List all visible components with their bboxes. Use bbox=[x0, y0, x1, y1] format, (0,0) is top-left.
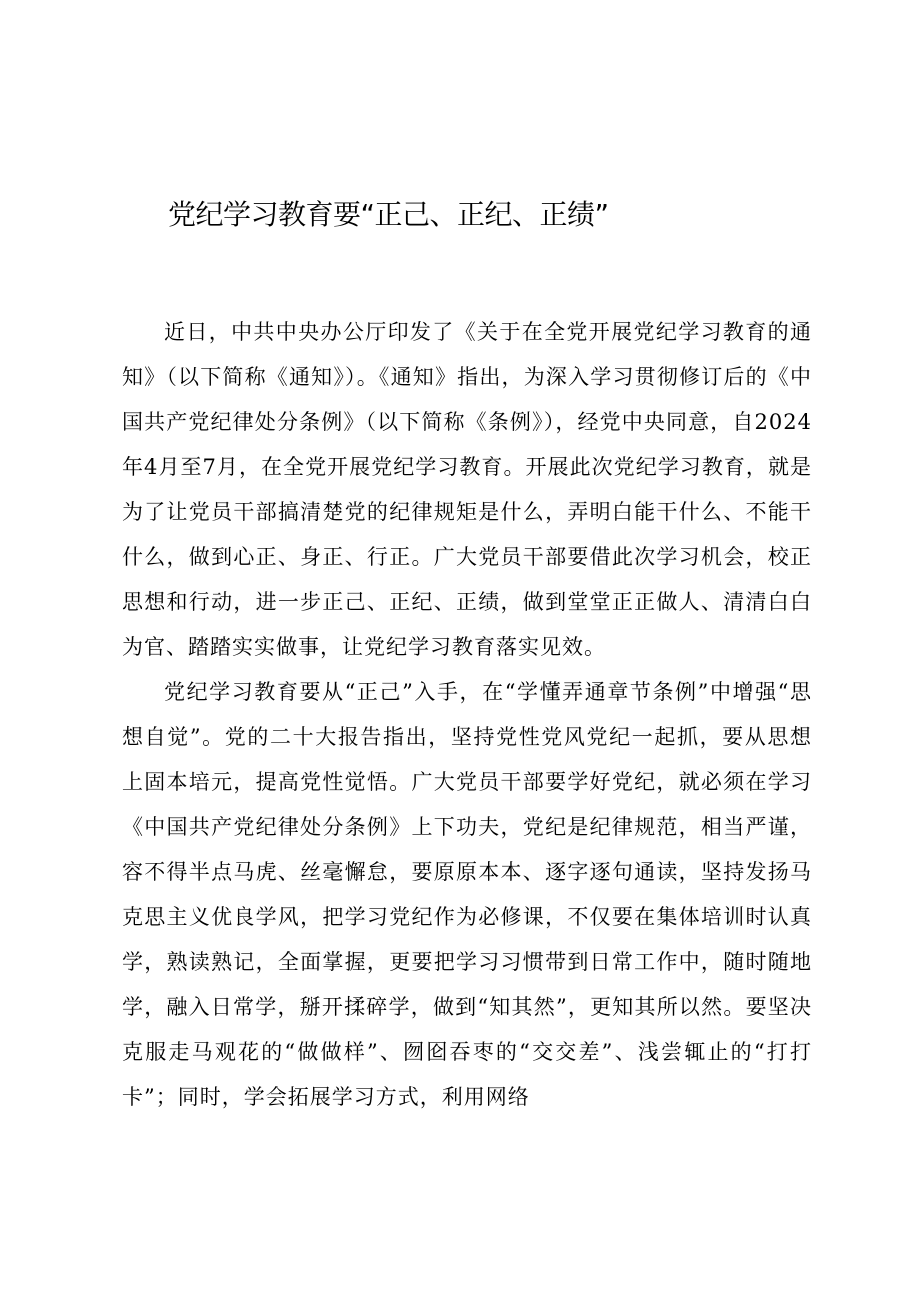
paragraph-2: 党纪学习教育要从“正己”入手，在“学懂弄通章节条例”中增强“思想自觉”。党的二十大报告指出，坚持党性党风党纪一起抓，要从思想上固本培元，提高党性觉悟。广大党员干部要学好党纪，就必须在学习《中国共产党纪律处分条例》上下功夫，党纪是纪律规范，相当严谨，容不得半点马虎、丝毫懈怠，要原原本本、逐字逐句通读，坚持发扬马克思主义优良学风，把学习党纪作为必修课，不仅要在集体培训时认真学，熟读熟记，全面掌握，更要把学习习惯带到日常工作中，随时随地学，融入日常学，掰开揉碎学，做到“知其然”，更知其所以然。要坚决克服走马观花的“做做样”、囫囵吞枣的“交交差”、浅尝辄止的“打打卡”；同时，学会拓展学习方式，利用网络 bbox=[122, 680, 812, 1109]
document-title: 党纪学习教育要“正己、正纪、正绩” bbox=[168, 198, 609, 231]
document-body bbox=[122, 310, 812, 1120]
paragraph-1: 近日，中共中央办公厅印发了《关于在全党开展党纪学习教育的通知》（以下简称《通知》）。《通知》指出，为深入学习贯彻修订后的《中国共产党纪律处分条例》（以下简称《条例》），经党中央同意，自2024年4月至7月，在全党开展党纪学习教育。开展此次党纪学习教育，就是为了让党员干部搞清楚党的纪律规矩是什么，弄明白能干什么、不能干什么，做到心正、身正、行正。广大党员干部要借此次学习机会，校正思想和行动，进一步正己、正纪、正绩，做到堂堂正正做人、清清白白为官、踏踏实实做事，让党纪学习教育落实见效。 bbox=[122, 320, 812, 659]
